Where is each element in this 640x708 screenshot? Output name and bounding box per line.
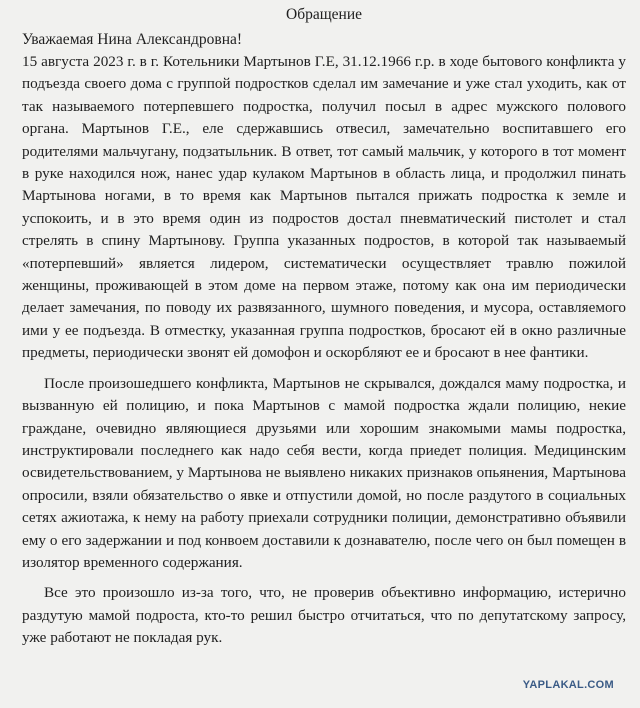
greeting-line: Уважаемая Нина Александровна!: [22, 31, 243, 48]
site-watermark: YAPLAKAL.COM: [522, 679, 614, 691]
paragraph-2: После произошедшего конфликта, Мартынов не скрывался, дождался маму подростка, и вызванную ей полицию, и пока Мартынов с мамой подростка ждали полицию, некие граждане, очевидно являющиеся друзьями или хорошим знакомыми мамы подростка, инструктировали последнего как надо себя вести, когда приедет полиция. Медицинским освидетельствованием, у Мартынова не выявлено никаких признаков опьянения, Мартынова опросили, взяли обязательство о явке и отпустили домой, но после раздутого в социальных сетях ажиотажа, к нему на работу приехали сотрудники полиции, демонстративно объявили ему о его задержании и под конвоем доставили к дознавателю, после чего он был помещен в изолятор временного содержания.: [22, 374, 626, 571]
document-title: Обращение: [286, 6, 362, 23]
paragraph-3: Все это произошло из-за того, что, не проверив объективно информацию, истерично раздутую мамой подроста, кто-то решил быстро отчитаться, что по депутатскому запросу, уже работают не покладая рук.: [22, 584, 626, 647]
paragraph-1: 15 августа 2023 г. в г. Котельники Мартынов Г.Е, 31.12.1966 г.р. в ходе бытового конфликта у подъезда своего дома с группой подростков сделал им замечание и уже стал уходить, как от так называемого потерпевшего подростка, получил посыл в адрес мужского полового органа. Мартынов Г.Е., еле сдержавшись отвесил, замечательно воспитавшего его родителями мальчугану, подзатыльник. В ответ, тот самый мальчик, у которого в тот момент в руке находился нож, нанес удар кулаком Мартынов в область лица, и продолжил пинать Мартынова ногами, в то время как Мартынов пытался прижать подростка к земле и успокоить, и в это время один из подростов достал пневматический пистолет и стал стрелять в спину Мартынову. Группа указанных подростов, в которой так называемый «потерпевший» является лидером, систематически осуществляет травлю пожилой женщины, проживающей в этом доме на первом этаже, потому как она им периодически делает замечания, по поводу их развязанного, шумного поведения, и мусора, оставляемого ими у ее подъезда. В отместку, указанная группа подростков, бросают ей в окно различные предметы, периодически звонят ей домофон и оскорбляют ее и бросают в нее фантики.: [22, 53, 626, 362]
